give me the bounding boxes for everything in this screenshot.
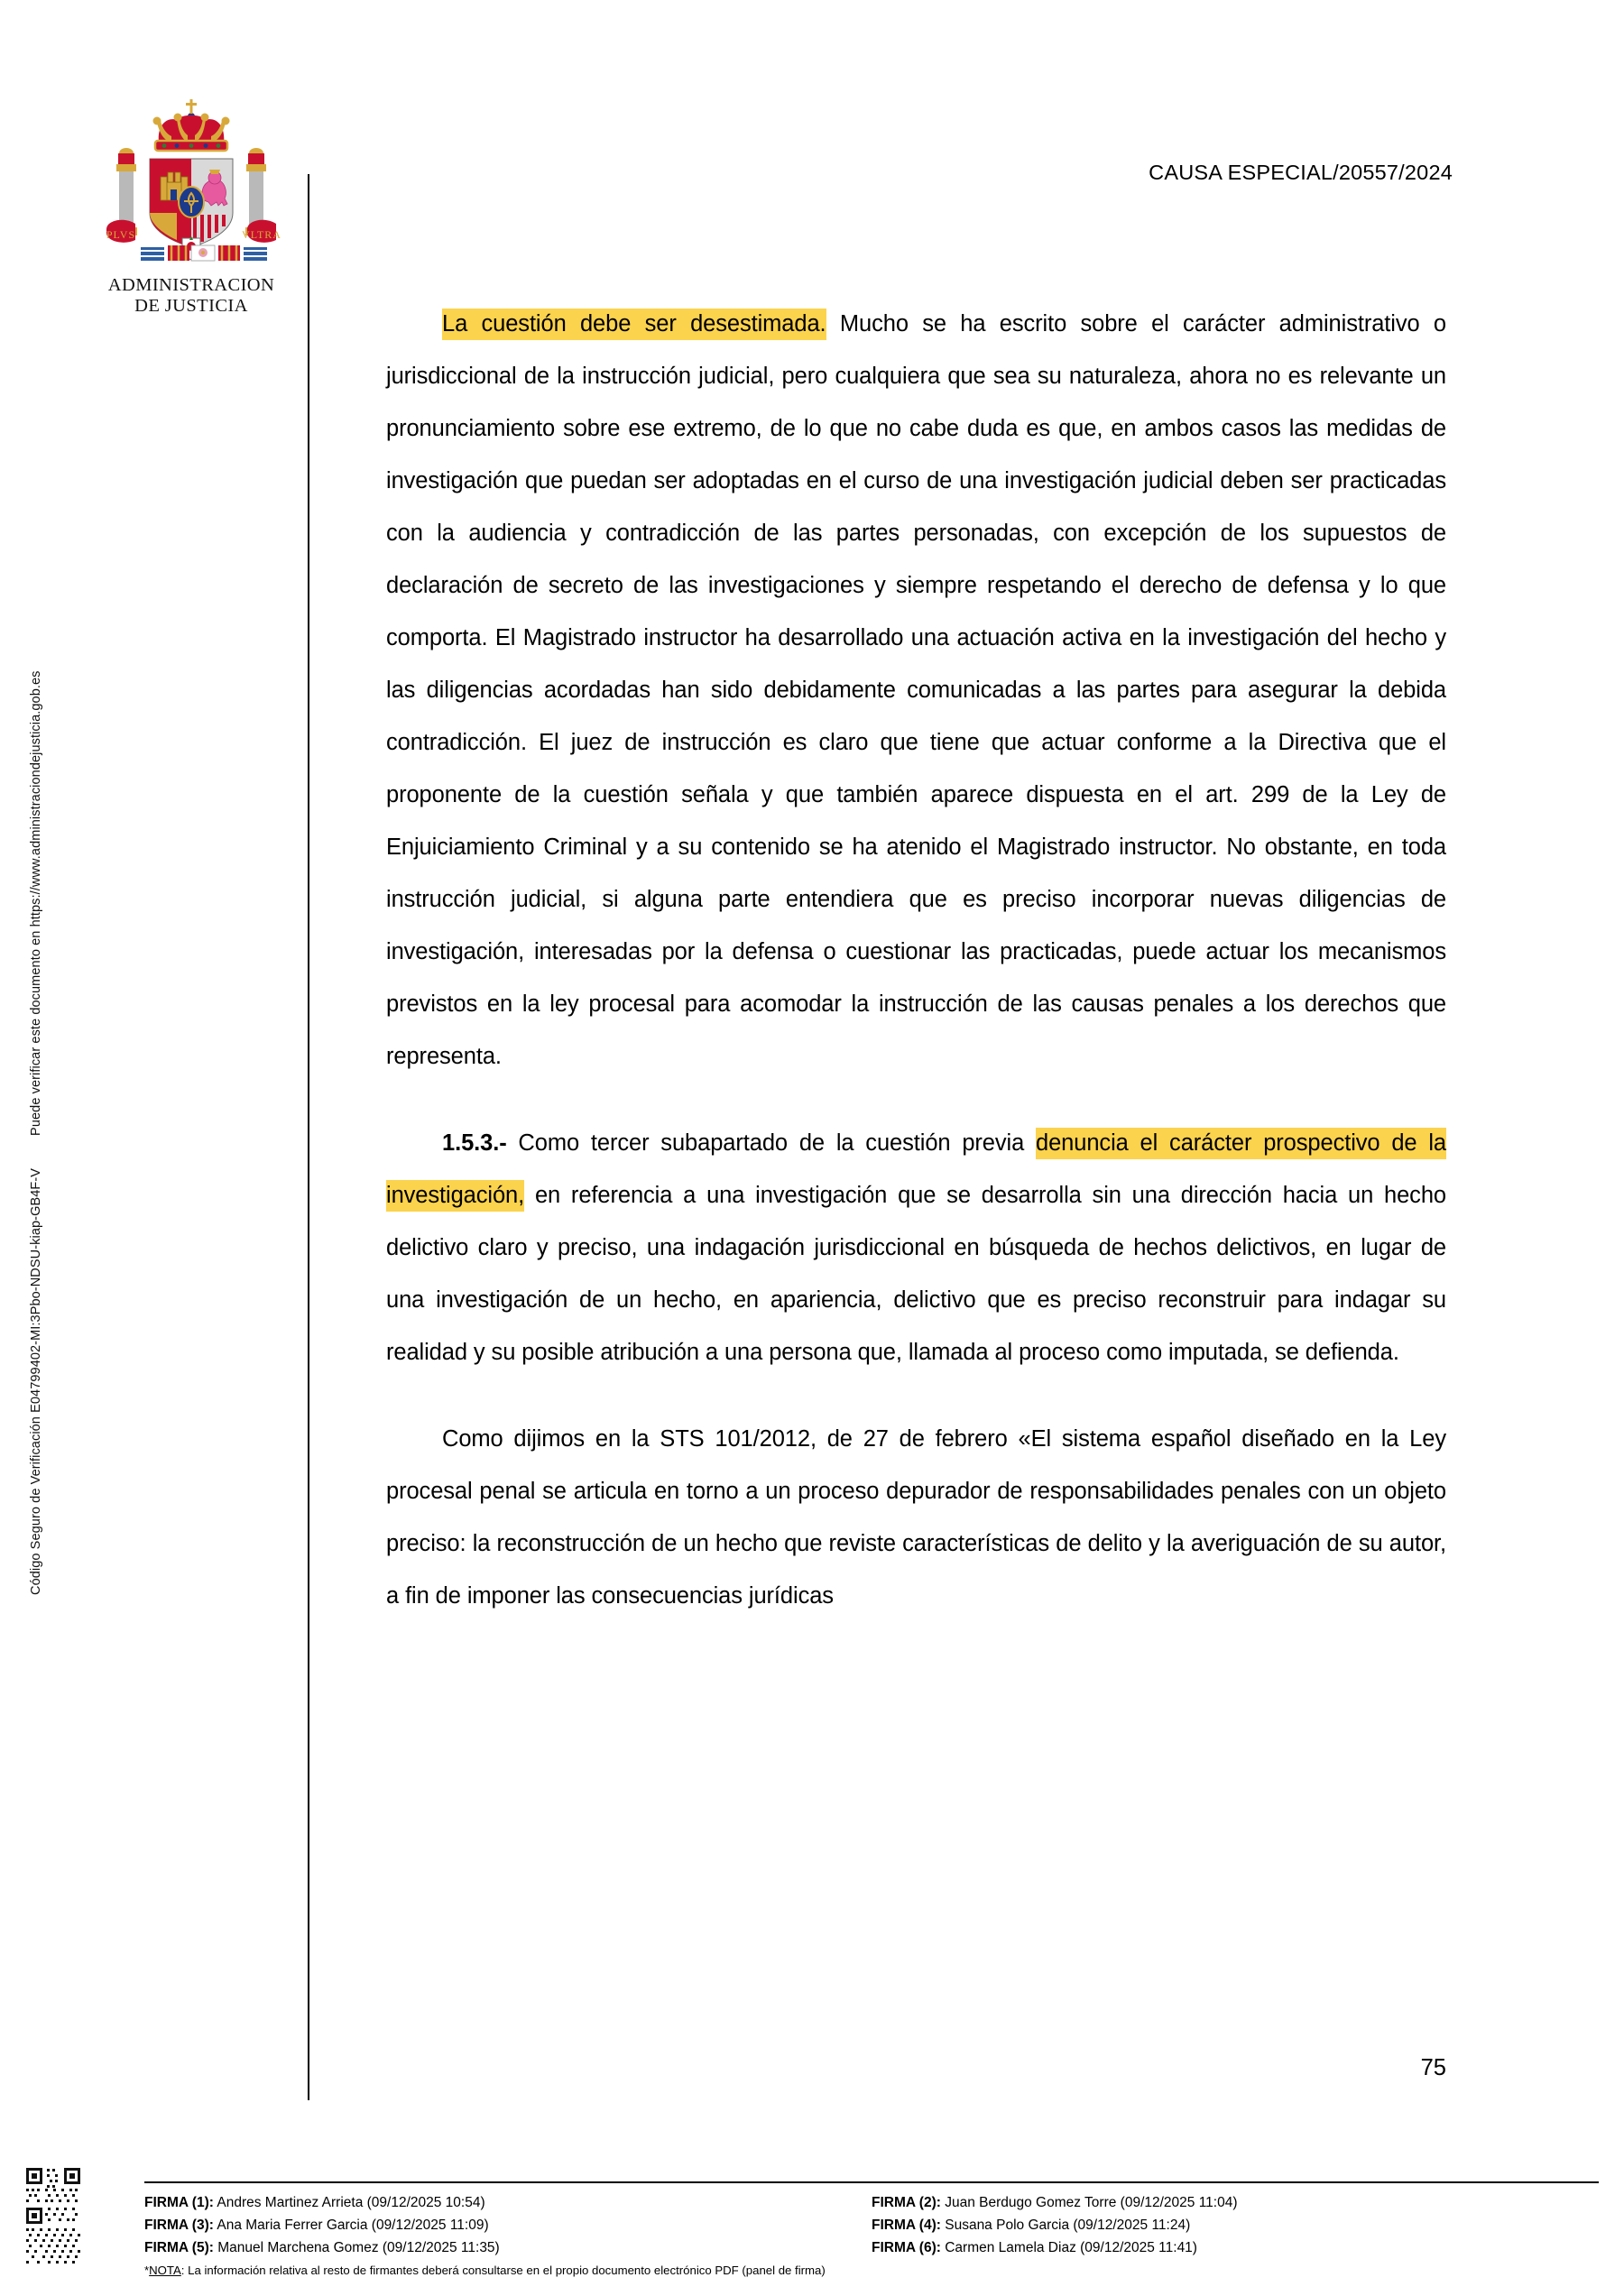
signature-label: FIRMA (2):: [872, 2195, 941, 2210]
signature-column-left: [144, 2191, 872, 2259]
paragraph-2-text: en referencia a una investigación que se desarrolla sin una dirección hacia un hecho delictivo claro y preciso, una indagación jurisdiccional en búsqueda de hechos delictivos, en lugar de una investigación de un hecho, en apariencia, delictivo que es preciso reconstruir para indagar su realidad y su posible atribución a una persona que, llamada al proceso como imputada, se defienda.: [386, 1183, 1446, 1365]
signature-footer: [144, 2181, 1599, 2279]
signature-row: [144, 2214, 872, 2236]
paragraph-1-text: Mucho se ha escrito sobre el carácter administrativo o jurisdiccional de la instrucción judicial, pero cualquiera que sea su naturaleza, ahora no es relevante un pronunciamiento sobre ese extremo, de lo que no cabe duda es que, en ambos casos las medidas de investigación que puedan ser adoptadas en el curso de una investigación judicial deben ser practicadas con la audiencia y contradicción de las partes personadas, con excepción de los supuestos de declaración de secreto de las investigaciones y siempre respetando el derecho de defensa y lo que comporta. El Magistrado instructor ha desarrollado una actuación activa en la investigación del hecho y las diligencias acordadas han sido debidamente comunicadas a las partes para asegurar la debida contradicción. El juez de instrucción es claro que tiene que actuar conforme a la Directiva que el proponente de la cuestión señala y que también aparece dispuesta en el art. 299 de la Ley de Enjuiciamiento Criminal y a su contenido se ha atenido el Magistrado instructor. No obstante, en toda instrucción judicial, si alguna parte entendiera que es preciso incorporar nuevas diligencias de investigación, interesadas por la defensa o cuestionar las practicadas, puede actuar los mecanismos previstos en la ley procesal para acomodar la instrucción de las causas penales a los derechos que representa.: [386, 311, 1446, 1069]
document-body: [386, 298, 1446, 1656]
qr-code-stamp: [23, 2165, 83, 2266]
signature-row: [872, 2191, 1599, 2214]
footer-note-label: NOTA: [149, 2264, 181, 2277]
paragraph-3-text: Como dijimos en la STS 101/2012, de 27 de febrero «El sistema español diseñado en la Ley procesal penal se articula en torno a un proceso depurador de responsabilidades penales con un objeto preciso: la reconstrucción de un hecho que reviste características de delito y la averiguación de su autor, a fin de imponer las consecuencias jurídicas: [386, 1426, 1446, 1609]
paragraph-2-lead: Como tercer subapartado de la cuestión previa: [506, 1130, 1037, 1156]
signature-label: FIRMA (4):: [872, 2218, 941, 2233]
verification-sidebar: [0, 0, 56, 2165]
signature-grid: [144, 2191, 1599, 2259]
emblem-caption: [83, 275, 300, 317]
signature-value: Ana Maria Ferrer Garcia (09/12/2025 11:09): [217, 2218, 489, 2233]
signature-value: Andres Martinez Arrieta (09/12/2025 10:54): [217, 2195, 485, 2210]
paragraph-1: [386, 298, 1446, 1083]
vertical-divider: [308, 174, 309, 2100]
signature-row: [872, 2236, 1599, 2259]
signature-label: FIRMA (6):: [872, 2240, 941, 2255]
highlight-caracter-prospectivo: denuncia el carácter prospectivo de la investigación,: [386, 1128, 1446, 1212]
verification-code-text: Código Seguro de Verificación E04799402-MI:3Pbo-NDSU-kiap-GB4F-V: [29, 1167, 43, 1595]
emblem-caption-line-2: DE JUSTICIA: [134, 295, 248, 316]
emblem-caption-line-1: ADMINISTRACION: [107, 275, 275, 295]
page-number: 75: [1420, 2055, 1446, 2080]
signature-row: [872, 2214, 1599, 2236]
signature-row: [144, 2191, 872, 2214]
svg-text:PLVS: PLVS: [106, 228, 136, 241]
qr-code-icon: [23, 2165, 83, 2266]
verification-note-text: Puede verificar este documento en https://www.administraciondejusticia.gob.es: [29, 670, 43, 1136]
page-header-case-reference: CAUSA ESPECIAL/20557/2024: [1149, 161, 1453, 184]
signature-value: Juan Berdugo Gomez Torre (09/12/2025 11:04): [945, 2195, 1238, 2210]
svg-text:VLTRA: VLTRA: [242, 228, 281, 241]
signature-value: Carmen Lamela Diaz (09/12/2025 11:41): [945, 2240, 1197, 2255]
section-number-153: 1.5.3.-: [442, 1130, 507, 1156]
paragraph-2: [386, 1117, 1446, 1379]
footer-note-star: *: [144, 2264, 150, 2277]
coat-of-arms-block: [83, 87, 300, 317]
footer-note-text: : La información relativa al resto de firmantes deberá consultarse en el propio documento electrónico PDF (panel de firma): [180, 2264, 826, 2277]
highlight-desestimada: La cuestión debe ser desestimada.: [442, 309, 826, 340]
signature-value: Manuel Marchena Gomez (09/12/2025 11:35): [217, 2240, 500, 2255]
signature-column-right: [872, 2191, 1599, 2259]
signature-label: FIRMA (3):: [144, 2218, 214, 2233]
verification-sidebar-text: [29, 512, 43, 1595]
signature-row: [144, 2236, 872, 2259]
footer-note: [144, 2263, 1599, 2279]
footer-divider: [144, 2181, 1599, 2183]
paragraph-3: [386, 1413, 1446, 1622]
signature-label: FIRMA (5):: [144, 2240, 214, 2255]
signature-label: FIRMA (1):: [144, 2195, 214, 2210]
signature-value: Susana Polo Garcia (09/12/2025 11:24): [945, 2218, 1191, 2233]
